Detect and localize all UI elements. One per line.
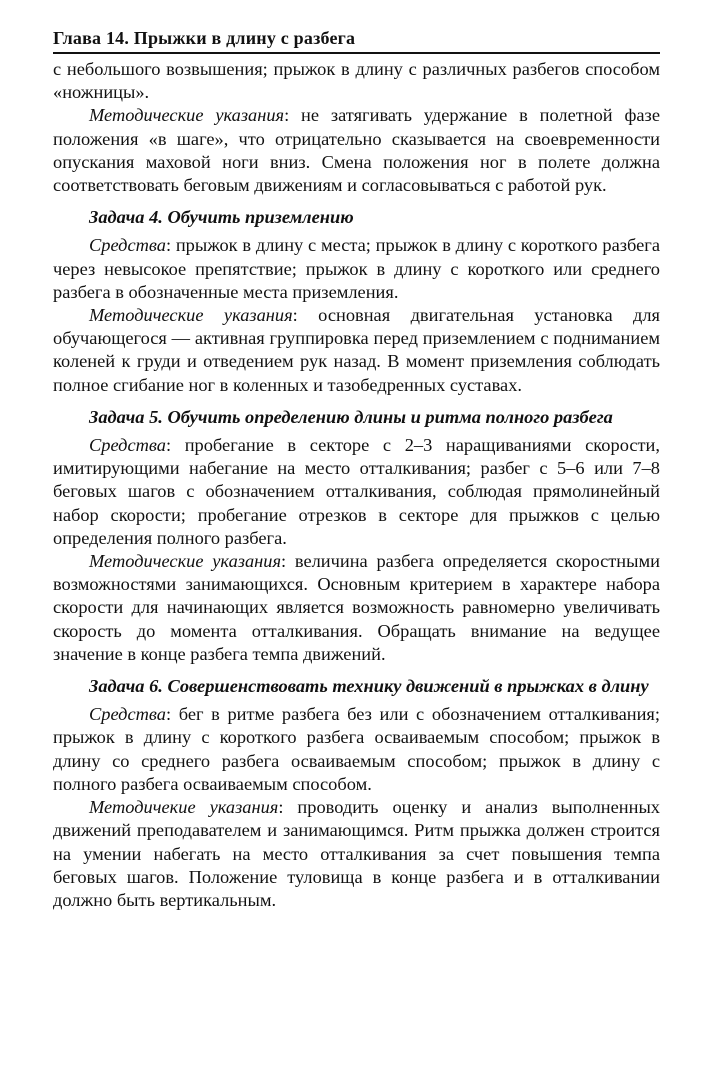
paragraph-text: : пробегание в секторе с 2–3 наращиваниями скорости, имитирующими набегание на место отталкивания; разбег с 5–6 или 7–8 беговых шагов с обозначением отталкивания, соблюдая прямолинейный набор скорости; пробегание отрезков в секторе для прыжков с целью определения полного разбега. [53,435,660,548]
paragraph-guidelines [53,104,660,197]
paragraph-term: Средства [89,704,166,725]
paragraph-continuation [53,58,660,104]
paragraph-text: с небольшого возвышения; прыжок в длину с различных разбегов способом «ножницы». [53,59,660,103]
paragraph-text: : прыжок в длину с места; прыжок в длину с короткого разбега через невысокое препятствие; прыжок в длину с короткого или среднего разбега в обозначенные места приземления. [53,235,660,302]
paragraph-means [53,434,660,550]
paragraph-text: : не затягивать удержание в полетной фазе положения «в шаге», что отрицательно сказывается на своевременности опускания маховой ноги вниз. Смена положения ног в полете должна соответствовать беговым движениям и согласовываться с работой рук. [53,105,660,196]
task-heading: Задача 6. Совершенствовать технику движений в прыжках в длину [89,676,649,697]
task-heading: Задача 5. Обучить определению длины и ритма полного разбега [89,406,613,427]
paragraph-text: : основная двигательная установка для обучающегося — активная группировка перед приземлением с подниманием коленей к груди и отведением рук назад. В момент приземления соблюдать полное сгибание ног в коленных и тазобедренных суставах. [53,305,661,395]
paragraph-guidelines [53,796,660,912]
paragraph-text: : бег в ритме разбега без или с обозначением отталкивания; прыжок в длину с короткого разбега осваиваемым способом; прыжок в длину со среднего разбега осваиваемым способом; прыжок в длину с полного разбега осваиваемым способом. [53,704,660,794]
paragraph-term: Средства [89,235,166,256]
task-heading: Задача 4. Обучить приземлению [89,207,354,228]
running-head: Глава 14. Прыжки в длину с разбега [53,26,660,54]
paragraph-term: Средства [89,435,166,456]
paragraph-means [53,234,660,304]
paragraph-guidelines [53,304,660,397]
paragraph-term: Методические указания [89,551,282,572]
paragraph-term: Методичекие указания [89,797,279,818]
paragraph-term: Методические указания [89,305,293,326]
paragraph-text: : величина разбега определяется скоростными возможностями занимающихся. Основным критерием в характере набора скорости для начинающих является возможность равномерно увеличивать скорость до момента отталкивания. Обращать внимание на ведущее значение в конце разбега темпа движений. [53,551,660,664]
paragraph-term: Методические указания [89,105,285,126]
paragraph-means [53,703,660,796]
paragraph-text: : проводить оценку и анализ выполненных движений преподавателем и занимающимся. Ритм прыжка должен строится на умении набегать на место отталкивания за счет повышения темпа беговых шагов. Положение туловища в конце разбега и в отталкивании должно быть вертикальным. [53,797,660,910]
paragraph-guidelines [53,550,660,666]
